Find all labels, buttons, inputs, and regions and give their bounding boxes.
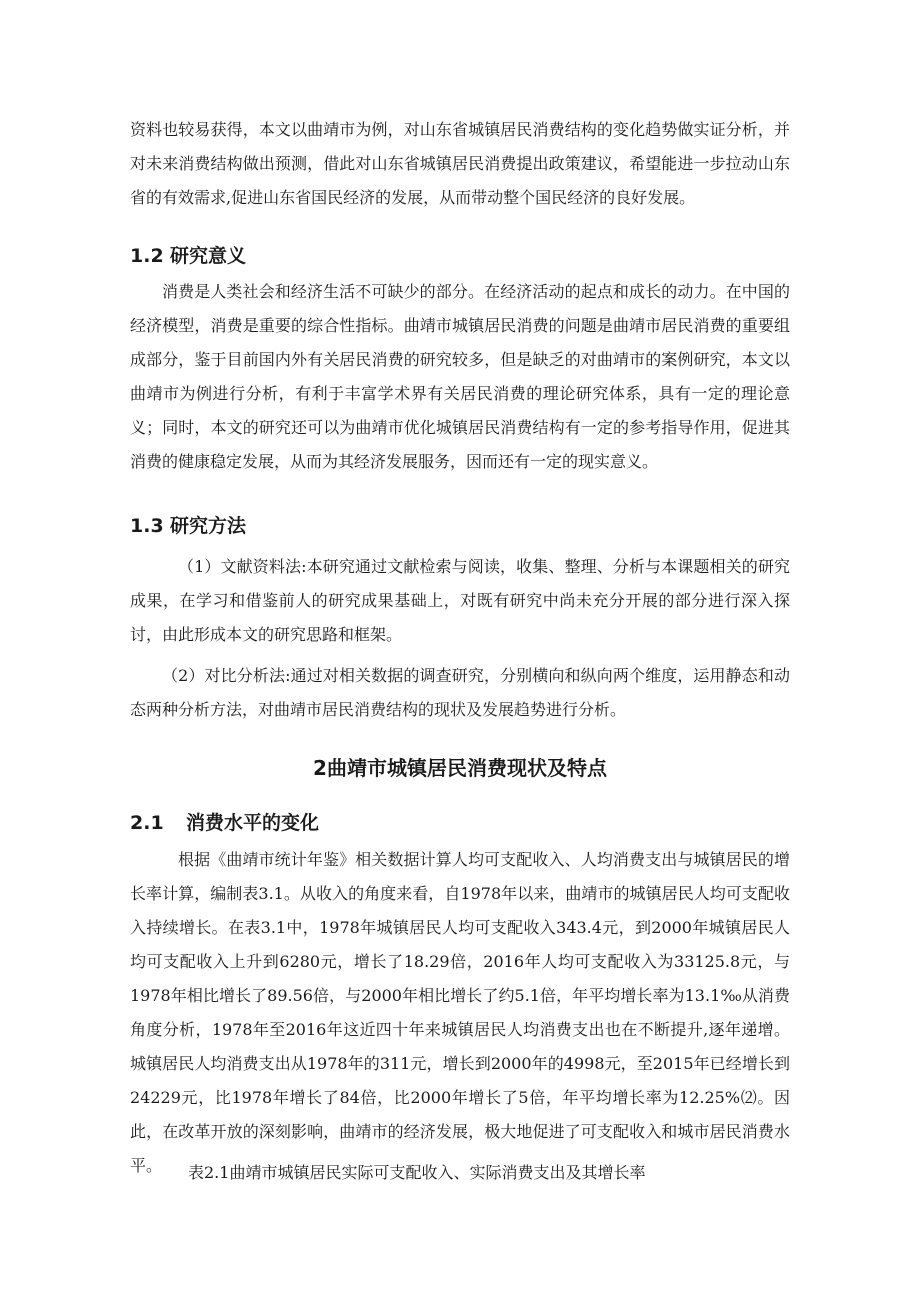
section-number: 1.3 [130,515,164,537]
chapter-heading-2: 2曲靖市城镇居民消费现状及特点 [313,756,607,780]
consumption-level-paragraph: 根据《曲靖市统计年鉴》相关数据计算人均可支配收入、人均消费支出与城镇居民的增长率计算，编制表3.1。从收入的角度来看，自1978年以来，曲靖市的城镇居民人均可支配收入持续增长。在表3.1中，1978年城镇居民人均可支配收入343.4元，到2000年城镇居民人均可支配收入上升到6280元，增长了18.29倍，2016年人均可支配收入为33125.8元，与1978年相比增长了89.56倍，与2000年相比增长了约5.1倍，年平均增长率为13.1‰从消费角度分析，1978年至2016年这近四十年来城镇居民人均消费支出也在不断提升,逐年递增。城镇居民人均消费支出从1978年的311元，增长到2000年的4998元，至2015年已经增长到24229元，比1978年增长了84倍，比2000年增长了5倍，年平均增长率为12.25%⑵。因此，在改革开放的深刻影响，曲靖市的经济发展，极大地促进了可支配收入和城市居民消费水平。 [130,850,790,1175]
section-number: 2.1 [130,812,164,834]
section-heading-1-2 [130,243,246,269]
table-caption: 表2.1曲靖市城镇居民实际可支配收入、实际消费支出及其增长率 [188,1163,646,1182]
section-number: 1.2 [130,245,164,267]
section-title: 研究方法 [170,515,247,537]
section-title: 研究意义 [170,245,247,267]
significance-paragraph: 消费是人类社会和经济生活不可缺少的部分。在经济活动的起点和成长的动力。在中国的经济模型，消费是重要的综合性指标。曲靖市城镇居民消费的问题是曲靖市居民消费的重要组成部分，鉴于目前国内外有关居民消费的研究较多，但是缺乏的对曲靖市的案例研究，本文以曲靖市为例进行分析，有利于丰富学术界有关居民消费的理论研究体系，具有一定的理论意义；同时，本文的研究还可以为曲靖市优化城镇居民消费结构有一定的参考指导作用，促进其消费的健康稳定发展，从而为其经济发展服务，因而还有一定的现实意义。 [130,282,790,471]
section-heading-2-1 [130,810,319,836]
section-title: 消费水平的变化 [186,812,320,834]
method-literature-paragraph: （1）文献资料法:本研究通过文献检索与阅读，收集、整理、分析与本课题相关的研究成果，在学习和借鉴前人的研究成果基础上，对既有研究中尚未充分开展的部分进行深入探讨，由此形成本文的研究思路和框架。 [130,557,790,644]
section-heading-1-3 [130,513,246,539]
method-comparison-paragraph: （2）对比分析法:通过对相关数据的调查研究，分别横向和纵向两个维度，运用静态和动态两种分析方法，对曲靖市居民消费结构的现状及发展趋势进行分析。 [130,666,790,719]
intro-paragraph: 资料也较易获得，本文以曲靖市为例，对山东省城镇居民消费结构的变化趋势做实证分析，并对未来消费结构做出预测，借此对山东省城镇居民消费提出政策建议，希望能进一步拉动山东省的有效需求,促进山东省国民经济的发展，从而带动整个国民经济的良好发展。 [130,120,790,207]
